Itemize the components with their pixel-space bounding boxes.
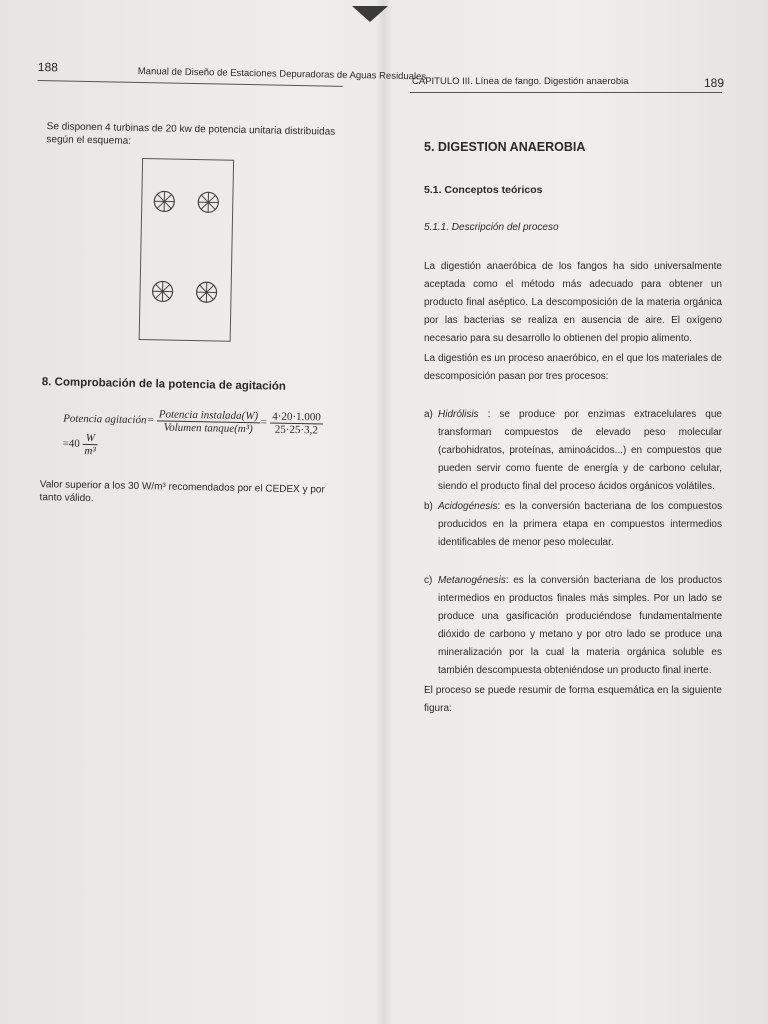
list-item-methanogenesis [424,572,722,680]
formula-equals: = [259,416,268,429]
right-page [410,74,725,734]
list-item-hydrolysis [424,406,722,496]
turbine-schematic [139,158,234,342]
turbine-wheel-icon [152,189,176,213]
list-item-text: : es la conversión bacteriana de los compuestos producidos en la primera etapa en compuestos intermedios identificables de menor peso molecular. [438,501,722,548]
formula-unit-num: W [83,432,98,445]
formula-fraction-definition [156,408,260,435]
formula-unit [82,432,98,457]
formula-equals: = [146,414,155,427]
subsection-title: 5.1. Conceptos teóricos [424,184,543,196]
paragraph-processes: La digestión es un proceso anaeróbico, en el que los materiales de descomposición pasan por tres procesos: [424,353,722,382]
right-header-rule [410,92,722,93]
left-running-header: Manual de Diseño de Estaciones Depuradoras de Aguas Residuales [137,65,427,83]
formula-values-denominator: 25·25·3,2 [274,423,318,437]
formula-fraction-values [270,411,323,437]
turbine-wheel-icon [194,280,218,304]
list-item-label: c) [424,575,433,586]
turbine-intro: Se disponen 4 turbinas de 20 kw de potencia unitaria distribuidas según el esquema: [46,121,336,147]
formula-result: =40 [62,437,80,450]
left-header-rule [38,80,343,87]
section-heading-agitation: 8. Comprobación de la potencia de agitación [41,376,286,393]
subsubsection-title: 5.1.1. Descripción del proceso [424,222,559,233]
paragraph-intro: La digestión anaeróbica de los fangos ha sido universalmente aceptada como el método más adecuado para obtener un producto final aséptico. La descomposición de la materia orgánica por las bacterias se realiza en ausencia de aire. El oxígeno necesario para su desarrollo lo obtienen del propio alimento. [424,261,722,344]
term-methanogenesis: Metanogénesis [438,575,506,586]
list-item-label: b) [424,501,433,512]
formula-unit-den: m³ [84,444,96,458]
agitation-conclusion: Valor superior a los 30 W/m³ recomendados por el CEDEX y por tanto válido. [39,479,325,505]
term-acidogenesis: Acidogénesis [438,501,498,512]
list-item-text: : se produce por enzimas extracelulares que transforman compuestos de elevado peso molecular (carbohidratos, proteínas, aminoácidos...) en compuestos que pueden servir como fuente de energía y de carbono celular, siendo el producto final del proceso ácidos orgánicos volátiles. [438,409,722,492]
left-page [30,60,427,506]
turbine-wheel-icon [150,279,174,303]
binding-notch [352,6,388,22]
turbine-wheel-icon [196,190,220,214]
formula-numerator: Potencia instalada(W) [157,408,261,423]
formula-lhs: Potencia agitación [63,412,147,427]
right-page-number: 189 [704,76,725,90]
formula-denominator: Volumen tanque(m³) [163,421,253,436]
paragraph-figure-intro: El proceso se puede resumir de forma esquemática en la siguiente figura: [424,685,722,714]
formula-values-numerator: 4·20·1.000 [270,411,323,425]
chapter-section-title: 5. DIGESTION ANAEROBIA [424,140,586,154]
list-item-acidogenesis [424,498,722,552]
term-hydrolysis: Hidrólisis [438,409,479,420]
list-item-label: a) [424,409,433,420]
list-item-text: : es la conversión bacteriana de los productos intermedios en productos finales más simples. Por un lado se produce una gasificación produciéndose fundamentalmente dióxido de carbono y metano y por otro lado se produce una mineralización por la cual la materia orgánica soluble es también descompuesta obteniéndose un producto final inerte. [438,575,722,676]
right-running-header: CAPITULO III. Línea de fango. Digestión anaerobia [412,76,629,87]
agitation-formula [62,407,336,462]
left-page-number: 188 [37,60,59,75]
